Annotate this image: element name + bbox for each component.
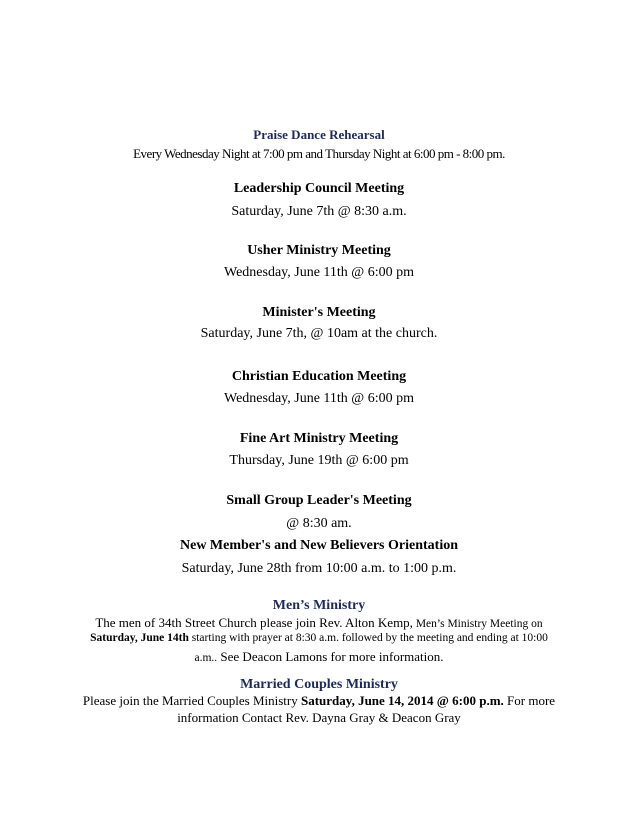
couples-line-1-part-a: Please join the Married Couples Ministry — [82, 693, 301, 708]
mens-line-1-part-a: The men of 34th Street Church please join Rev. Alton Kemp, — [95, 615, 413, 630]
christian-ed-detail: Wednesday, June 11th @ 6:00 pm — [224, 391, 414, 406]
couples-ministry-line-2: information Contact Rev. Dayna Gray & Deacon Gray — [177, 710, 461, 725]
mens-line-3-part-a: a.m.. — [194, 652, 218, 664]
leadership-detail: Saturday, June 7th @ 8:30 a.m. — [231, 204, 407, 219]
couples-line-1-part-c: For more — [503, 693, 556, 708]
usher-detail: Wednesday, June 11th @ 6:00 pm — [224, 265, 414, 280]
small-group-title: Small Group Leader's Meeting — [226, 493, 412, 508]
christian-ed-title: Christian Education Meeting — [231, 369, 407, 384]
mens-line-3-part-b: See Deacon Lamons for more information. — [217, 649, 444, 664]
mens-ministry-line-2 — [0, 632, 638, 644]
couples-ministry-line-1 — [0, 693, 638, 709]
mens-line-2-date: Saturday, June 14th — [90, 632, 189, 644]
ministers-title: Minister's Meeting — [262, 305, 376, 320]
praise-dance-title: Praise Dance Rehearsal — [253, 127, 385, 142]
fine-art-title: Fine Art Ministry Meeting — [239, 431, 399, 446]
couples-line-1-date: Saturday, June 14, 2014 @ 6:00 p.m. — [301, 693, 504, 708]
fine-art-detail: Thursday, June 19th @ 6:00 pm — [229, 453, 409, 468]
leadership-title: Leadership Council Meeting — [233, 181, 405, 196]
mens-line-2-rest: starting with prayer at 8:30 a.m. followed by the meeting and ending at 10:00 — [188, 632, 548, 644]
orientation-title: New Member's and New Believers Orientation — [180, 538, 458, 553]
usher-title: Usher Ministry Meeting — [247, 243, 391, 258]
mens-line-1-part-b: Men’s Ministry Meeting on — [412, 618, 543, 630]
praise-dance-detail: Every Wednesday Night at 7:00 pm and Thursday Night at 6:00 pm - 8:00 pm. — [133, 146, 505, 161]
mens-ministry-line-3 — [0, 648, 638, 666]
couples-ministry-title: Married Couples Ministry — [240, 677, 398, 692]
orientation-detail: Saturday, June 28th from 10:00 a.m. to 1:00 p.m. — [181, 561, 457, 576]
mens-ministry-line-1 — [0, 615, 638, 631]
ministers-detail: Saturday, June 7th, @ 10am at the church. — [200, 326, 438, 341]
small-group-detail: @ 8:30 am. — [286, 516, 352, 531]
mens-ministry-title: Men’s Ministry — [272, 598, 366, 613]
